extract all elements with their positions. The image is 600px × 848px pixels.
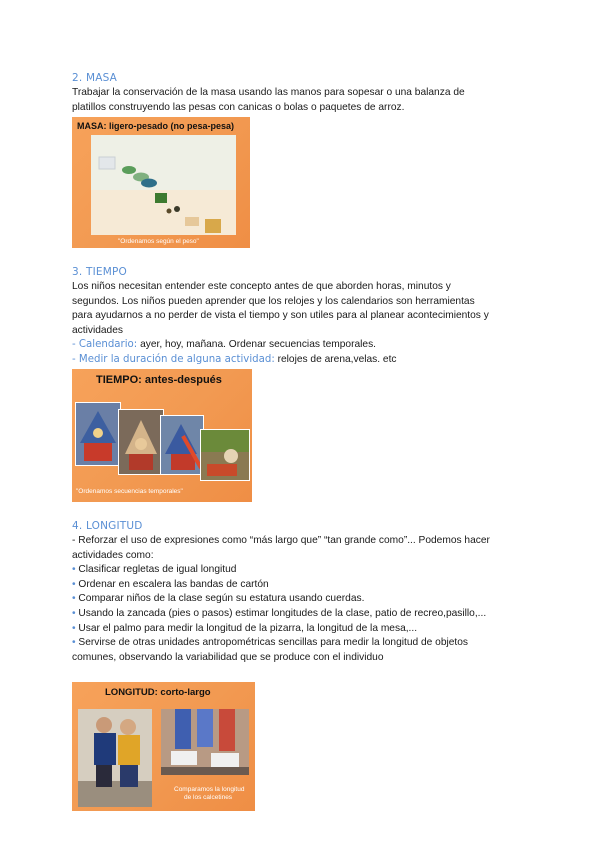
bullet-icon: • [72, 593, 76, 605]
tiempo-line: segundos. Los niños pueden aprender que los relojes y los calendarios son herramientas [72, 295, 475, 307]
longitud-bullet-text: Clasificar regletas de igual longitud [78, 564, 237, 576]
longitud-bullet-item [72, 636, 532, 651]
tiempo-heading: 3. TIEMPO [72, 266, 127, 278]
masa-photo [91, 135, 236, 235]
bullet-icon: • [72, 637, 76, 649]
longitud-line: - Reforzar el uso de expresiones como “más largo que” “tan grande como”... Podemos hacer [72, 535, 490, 546]
bullet-icon: • [72, 564, 76, 576]
masa-heading: 2. MASA [72, 72, 118, 84]
longitud-paragraph [72, 534, 532, 665]
bullet-icon: • [72, 607, 76, 619]
tiempo-image [72, 369, 252, 502]
longitud-photo-2 [161, 709, 249, 775]
tiempo-item-text: relojes de arena,velas. etc [274, 353, 397, 365]
longitud-image-caption-2: de los calcetines [184, 794, 233, 801]
masa-line: platillos construyendo las pesas con canicas o bolas o paquetes de arroz. [72, 101, 405, 113]
longitud-photo-1 [78, 709, 152, 807]
tiempo-frame-4 [200, 429, 250, 481]
longitud-bullet-text: Ordenar en escalera las bandas de cartón [78, 578, 269, 590]
tiempo-item-label: - Medir la duración de alguna actividad: [72, 353, 275, 365]
masa-paragraph [72, 86, 532, 115]
tiempo-item-text: ayer, hoy, mañana. Ordenar secuencias temporales. [137, 339, 377, 351]
tiempo-frame-3 [160, 415, 204, 475]
longitud-bullet-text: Usar el palmo para medir la longitud de la pizarra, la longitud de la mesa,... [78, 622, 418, 634]
longitud-image-caption-1: Comparamos la longitud [174, 786, 245, 793]
longitud-image [72, 682, 255, 811]
longitud-bullet-item [72, 622, 532, 637]
longitud-line: actividades como: [72, 549, 154, 561]
longitud-bullet-item [72, 592, 532, 607]
tiempo-image-caption: "Ordenamos secuencias temporales" [76, 488, 183, 495]
masa-image-title: MASA: ligero-pesado (no pesa-pesa) [77, 121, 235, 131]
tiempo-line: actividades [72, 324, 123, 336]
bullet-icon: • [72, 578, 76, 590]
bullet-icon: • [72, 622, 76, 634]
tiempo-item [72, 353, 532, 368]
longitud-heading: 4. LONGITUD [72, 520, 143, 532]
longitud-image-title: LONGITUD: corto-largo [105, 687, 211, 698]
longitud-bullet-item [72, 563, 532, 578]
tiempo-line: para ayudarnos a no perder de vista el tiempo y son utiles para al planear acontecimientos y [72, 310, 489, 322]
masa-image-caption: "Ordenamos según el peso" [118, 238, 199, 245]
tiempo-paragraph [72, 280, 532, 368]
masa-line: Trabajar la conservación de la masa usando las manos para sopesar o una balanza de [72, 87, 465, 98]
longitud-bullet-text: Comparar niños de la clase según su estatura usando cuerdas. [78, 593, 365, 605]
longitud-bullet-item [72, 607, 532, 622]
tiempo-line: Los niños necesitan entender este concepto antes de que aborden horas, minutos y [72, 281, 451, 292]
tiempo-frame-1 [75, 402, 121, 466]
tiempo-frame-2 [118, 409, 164, 475]
longitud-bullet-text: Usando la zancada (pies o pasos) estimar longitudes de la clase, patio de recreo,pasillo,... [78, 607, 487, 619]
longitud-bullet-text: Servirse de otras unidades antropométricas sencillas para medir la longitud de objetos [78, 637, 469, 649]
tiempo-item [72, 338, 532, 353]
tiempo-item-label: - Calendario: [72, 339, 138, 351]
longitud-line: comunes, observando la variabilidad que se produce con el individuo [72, 651, 384, 663]
tiempo-image-title: TIEMPO: antes-después [96, 374, 222, 386]
masa-image [72, 117, 250, 248]
longitud-bullet-item [72, 578, 532, 593]
